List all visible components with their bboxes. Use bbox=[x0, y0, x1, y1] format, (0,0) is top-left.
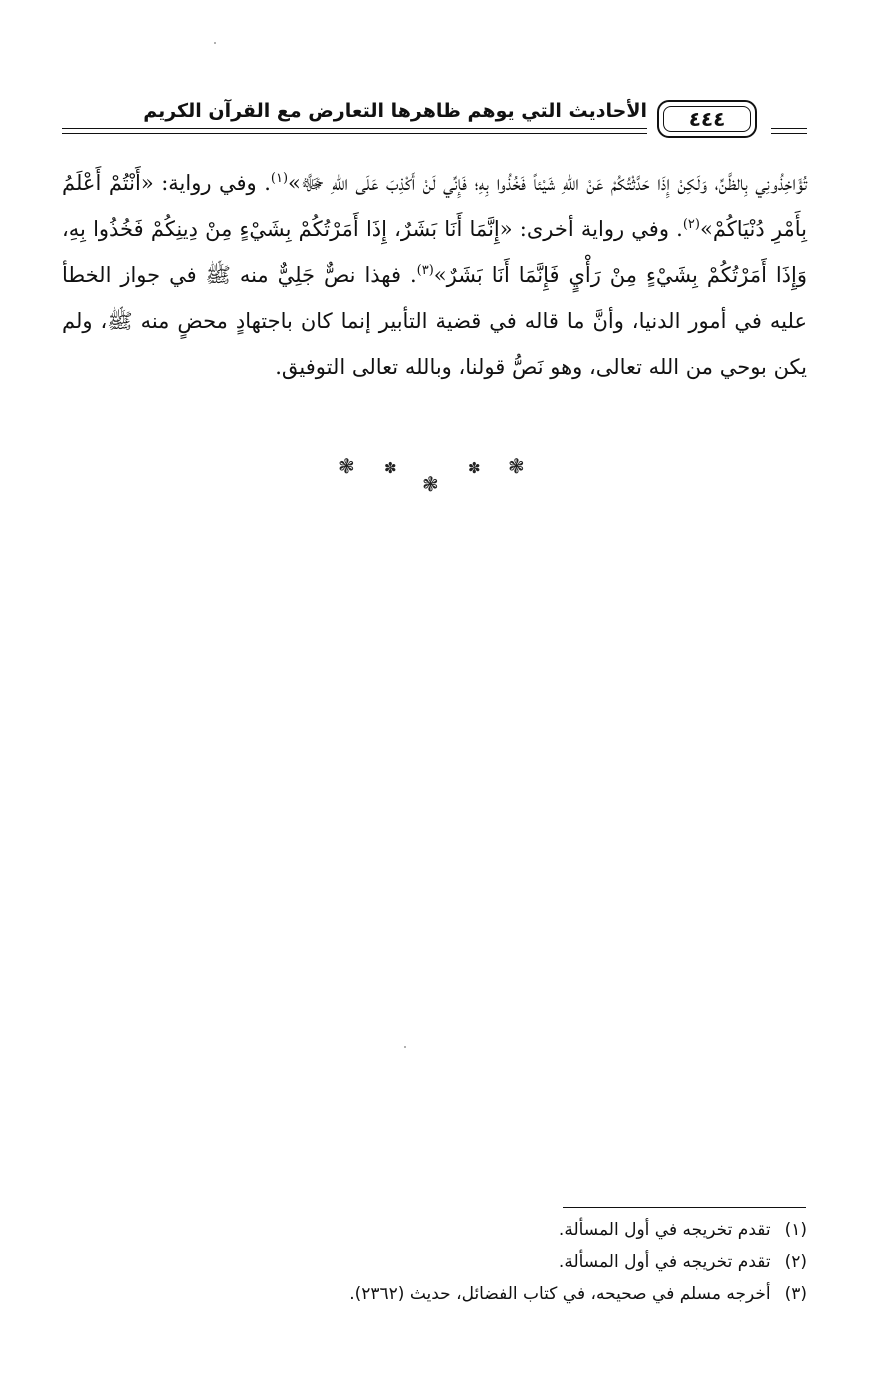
running-header bbox=[62, 96, 807, 148]
paragraph bbox=[62, 160, 807, 390]
ornament-star-icon: ❃ bbox=[422, 472, 439, 496]
scan-speck bbox=[214, 42, 216, 44]
footnote-ref-1: (١) bbox=[270, 171, 289, 186]
footnote-item bbox=[107, 1214, 807, 1246]
footnote-ref-2: (٢) bbox=[682, 217, 700, 232]
main-text bbox=[62, 160, 807, 390]
footnote-text: تقدم تخريجه في أول المسألة. bbox=[558, 1252, 771, 1272]
footnote-number: (٣) bbox=[784, 1284, 807, 1304]
ornament-star-icon: ✽ bbox=[468, 459, 481, 477]
header-rule-right-bottom bbox=[771, 133, 807, 134]
footnote-ref-3: (٣) bbox=[416, 263, 434, 278]
header-rule-right-top bbox=[771, 128, 807, 129]
footnote-item bbox=[107, 1246, 807, 1278]
page-number-frame bbox=[657, 100, 757, 138]
text-segment-3: . وفي رواية أخرى: «إِنَّمَا أَنَا بَشَرٌ، إِذَا أَمَرْتُكُمْ بِشَيْءٍ مِنْ دِينِكُمْ فَخُذُوا بِهِ، وَإِذَا أَمَرْتُكُمْ بِشَيْءٍ مِنْ رَأْيٍ فَإِنَّمَا أَنَا بَشَرٌ» bbox=[62, 217, 807, 287]
ornament-star-icon: ❃ bbox=[508, 454, 525, 478]
footnote-text: تقدم تخريجه في أول المسألة. bbox=[558, 1220, 771, 1240]
footnote-text: أخرجه مسلم في صحيحه، في كتاب الفضائل، حديث (٢٣٦٢). bbox=[349, 1284, 771, 1304]
footnote-item bbox=[107, 1278, 807, 1310]
footnote-separator bbox=[563, 1207, 806, 1208]
ornament-star-icon: ❃ bbox=[338, 454, 355, 478]
text-segment-4: . فهذا نصٌّ جَلِيٌّ منه ﷺ في جواز الخطأ عليه في أمور الدنيا، وأنَّ ما قاله في قضية التأبير إنما كان باجتهادٍ محضٍ منه ﷺ، ولم يكن بوحي من الله تعالى، وهو نَصُّ قولنا، وبالله تعالى التوفيق. bbox=[62, 263, 807, 379]
section-end-ornament bbox=[330, 452, 530, 502]
ornament-star-icon: ✽ bbox=[384, 459, 397, 477]
page-number: ٤٤٤ bbox=[688, 107, 726, 131]
footnote-number: (٢) bbox=[784, 1252, 807, 1272]
header-rule-bottom bbox=[62, 133, 647, 134]
text-segment-1: تُؤَاخِذُونِي بِالظَّنِّ، وَلَكِنْ إِذَا حَدَّثْتُكُمْ عَنْ اللهِ شَيْئاً فَخُذُوا بِهِ؛ فَإِنِّي لَنْ أَكْذِبَ عَلَى اللهِ ﷻ» bbox=[288, 171, 807, 195]
text-segment-2: . وفي رواية: «أَنْتُمْ أَعْلَمُ بِأَمْرِ دُنْيَاكُمْ» bbox=[62, 171, 807, 241]
header-rule-top bbox=[62, 128, 647, 129]
footnotes bbox=[107, 1214, 807, 1310]
running-header-title: الأحاديث التي يوهم ظاهرها التعارض مع القرآن الكريم bbox=[143, 100, 647, 122]
footnote-number: (١) bbox=[784, 1220, 807, 1240]
scan-speck bbox=[404, 1046, 406, 1048]
